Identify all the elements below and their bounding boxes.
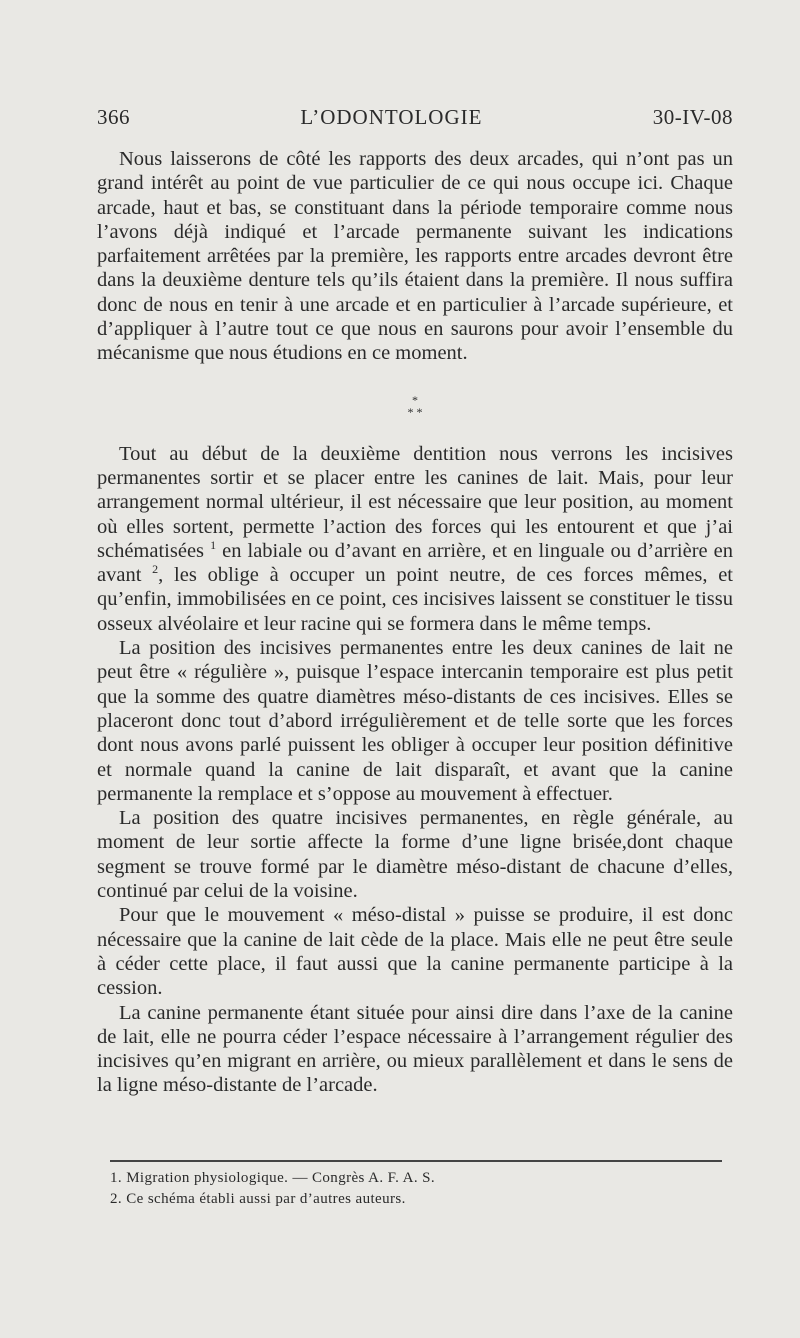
article-body: [97, 147, 733, 1098]
issue-date: 30-IV-08: [652, 105, 733, 129]
paragraph-1: Nous laisserons de côté les rapports des deux arcades, qui n’ont pas un grand intérêt au point de vue particulier de ce qui nous occupe ici. Chaque arcade, haut et bas, se constituant dans la période temporaire comme nous l’avons déjà indiqué et l’arcade permanente suivant les indications parfaitement arrêtées par la première, les rapports entre arcades devront être dans la deuxième denture tels qu’ils étaient dans la première. Il nous suffira donc de nous en tenir à une arcade et en particulier à l’arcade supérieure, et d’appliquer à l’autre tout ce que nous en saurons pour avoir l’ensemble du mécanisme que nous étudions en ce moment.: [97, 148, 733, 365]
paragraph-4: La position des quatre incisives permanentes, en règle générale, au moment de leur sortie affecte la forme d’une ligne brisée,dont chaque segment se trouve formé par le diamètre méso-distant de chacune d’elles, continué par celui de la voisine.: [97, 807, 733, 903]
paragraph-3: La position des incisives permanentes entre les deux canines de lait ne peut être « régulière », puisque l’espace intercanin temporaire est plus petit que la somme des quatre diamètres méso-distants de ces incisives. Elles se placeront donc tout d’abord irrégulièrement et de telle sorte que les forces dont nous avons parlé puissent les obliger à occuper leur position définitive et normale quand la canine de lait disparaît, et avant que la canine permanente la remplace et s’oppose au mouvement à effectuer.: [97, 637, 733, 805]
footnote-1: 1. Migration physiologique. — Congrès A. F. A. S.: [110, 1170, 436, 1186]
paragraph-6: La canine permanente étant située pour ainsi dire dans l’axe de la canine de lait, elle ne pourra céder l’espace nécessaire à l’arrangement régulier des incisives qu’en migrant en arrière, ou mieux parallèlement et dans le sens de la ligne méso-distante de l’arcade.: [97, 1001, 733, 1097]
footnotes: [110, 1168, 722, 1210]
running-header: [97, 105, 733, 130]
paragraph-2: [97, 442, 733, 636]
paragraph-2-text-b: en labiale ou d’avant en arrière, et en linguale ou d’arrière en avant: [97, 539, 734, 587]
paragraph-2-text-c: , les oblige à occuper un point neutre, de ces forces mêmes, et qu’enfin, immobilisées en ce point, ces incisives laissent se constituer le tissu osseux alvéolaire et leur racine qui se formera dans le même temps.: [97, 564, 734, 635]
footnote-ref-2: 2: [152, 562, 159, 577]
paragraph-5: Pour que le mouvement « méso-distal » puisse se produire, il est donc nécessaire que la canine de lait cède de la place. Mais elle ne peut être seule à céder cette place, il faut aussi que la canine permanente participe à la cession.: [97, 904, 733, 1000]
footnote-divider: [110, 1160, 722, 1162]
section-separator: [97, 394, 733, 418]
page-number: 366: [97, 105, 130, 129]
separator-top: *: [412, 392, 418, 407]
footnote-ref-1: 1: [210, 538, 217, 553]
paragraph-2-text-a: Tout au début de la deuxième dentition nous verrons les incisives permanentes sortir et se placer entre les canines de lait. Mais, pour leur arrangement normal ultérieur, il est nécessaire que leur position, au moment où elles sortent, permette l’action des forces qui les entourent et que j’ai schématisées: [97, 442, 733, 562]
separator-bottom: * *: [407, 404, 423, 419]
footnote-2: 2. Ce schéma établi aussi par d’autres auteurs.: [110, 1191, 406, 1207]
journal-title: L’ODONTOLOGIE: [300, 105, 483, 129]
